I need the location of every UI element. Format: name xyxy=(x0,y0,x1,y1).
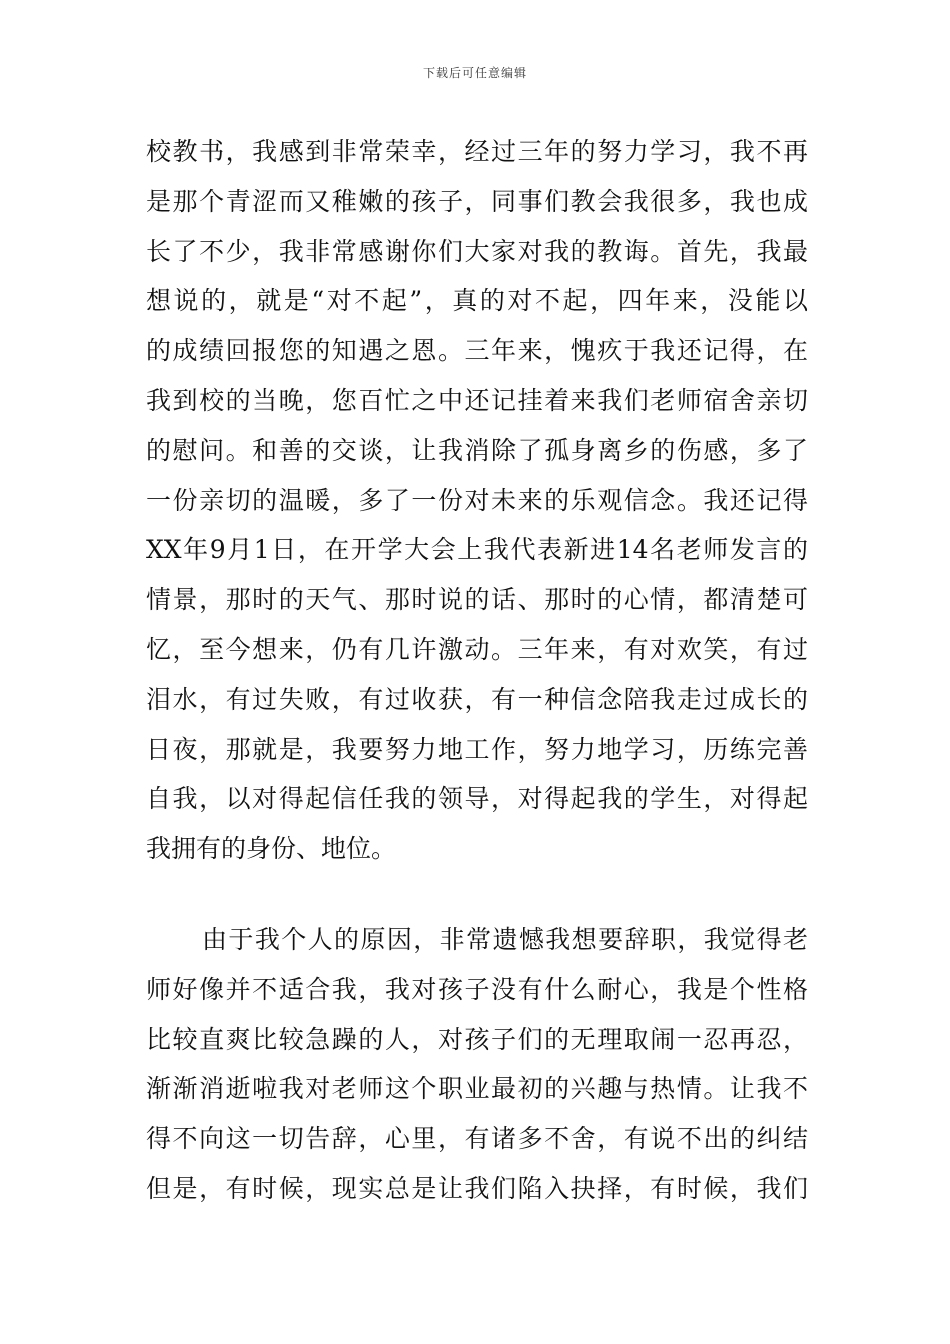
text-line: XX年9月1日，在开学大会上我代表新进14名老师发言的 xyxy=(146,535,808,565)
page-header: 下载后可任意编辑 xyxy=(422,66,527,80)
text-line: 的成绩回报您的知遇之恩。三年来，愧疚于我还记得，在 xyxy=(146,336,808,366)
paragraph-2 xyxy=(146,915,808,1214)
text-line: 泪水，有过失败，有过收获，有一种信念陪我走过成长的 xyxy=(146,684,808,714)
text-line: 自我，以对得起信任我的领导，对得起我的学生，对得起 xyxy=(146,784,808,814)
text-line: 日夜，那就是，我要努力地工作，努力地学习，历练完善 xyxy=(146,734,808,764)
text-line: 我到校的当晚，您百忙之中还记挂着来我们老师宿舍亲切 xyxy=(146,385,808,415)
text-line: 我拥有的身份、地位。 xyxy=(146,834,397,864)
paragraph-spacer xyxy=(146,874,808,915)
text-line: 得不向这一切告辞，心里，有诸多不舍，有说不出的纠结 xyxy=(146,1124,808,1154)
text-line: 一份亲切的温暖，多了一份对未来的乐观信念。我还记得 xyxy=(146,485,808,515)
text-line: 情景，那时的天气、那时说的话、那时的心情，都清楚可 xyxy=(146,585,808,615)
document-body xyxy=(146,127,808,1214)
text-line: 但是，有时候，现实总是让我们陷入抉择，有时候，我们 xyxy=(146,1173,808,1203)
text-line: 忆，至今想来，仍有几许激动。三年来，有对欢笑，有过 xyxy=(146,634,808,664)
text-line: 的慰问。和善的交谈，让我消除了孤身离乡的伤感，多了 xyxy=(146,435,808,465)
text-line: 由于我个人的原因，非常遗憾我想要辞职，我觉得老 xyxy=(202,924,808,954)
text-line: 校教书，我感到非常荣幸，经过三年的努力学习，我不再 xyxy=(146,137,808,166)
text-line: 渐渐消逝啦我对老师这个职业最初的兴趣与热情。让我不 xyxy=(146,1074,808,1104)
text-line: 比较直爽比较急躁的人，对孩子们的无理取闹一忍再忍， xyxy=(146,1024,808,1054)
text-line: 是那个青涩而又稚嫩的孩子，同事们教会我很多，我也成 xyxy=(146,186,808,216)
text-line: 想说的，就是“对不起”，真的对不起，四年来，没能以 xyxy=(146,286,808,316)
paragraph-1 xyxy=(146,127,808,874)
text-line: 师好像并不适合我，我对孩子没有什么耐心，我是个性格 xyxy=(146,974,808,1004)
text-line: 长了不少，我非常感谢你们大家对我的教诲。首先，我最 xyxy=(146,236,808,266)
